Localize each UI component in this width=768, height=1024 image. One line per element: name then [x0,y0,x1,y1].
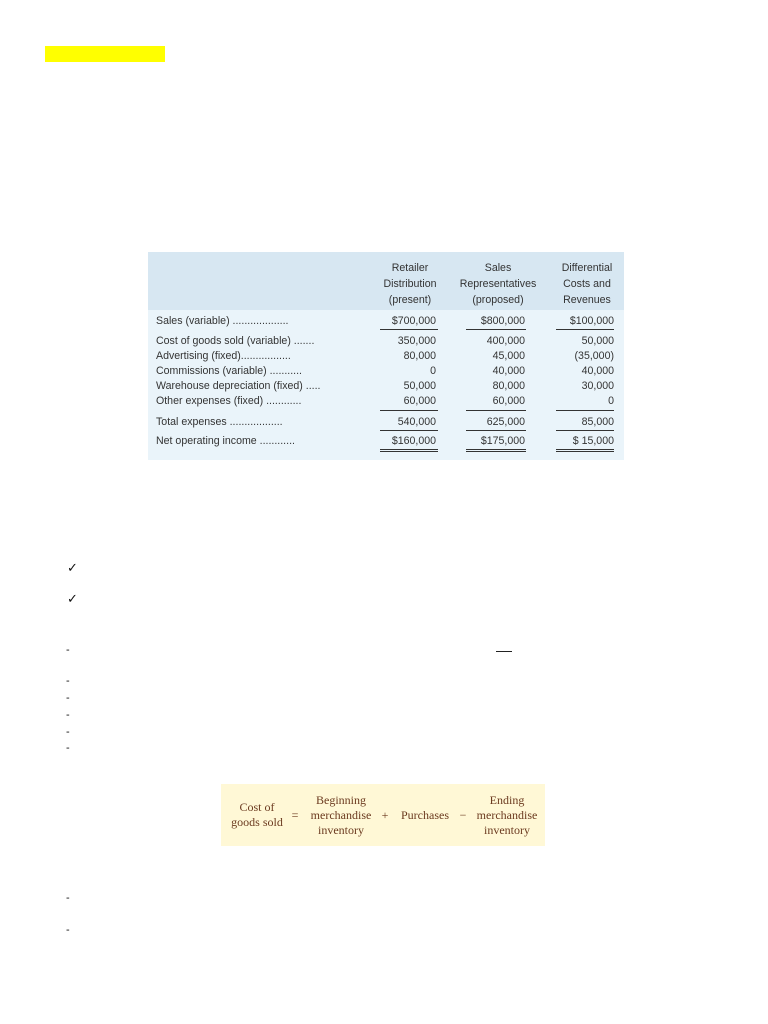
cell-sales-proposed: $800,000 [480,315,525,327]
underline-total-proposed [466,430,526,431]
formula-lhs-cost-of-goods-sold: Cost of goods sold [231,800,283,829]
cell-noi-differential: $ 15,000 [572,435,614,447]
underline-total-present [380,430,438,431]
double-underline-noi-present-1 [380,449,438,450]
cell-warehouse-differential: 30,000 [581,380,614,392]
row-label-other-expenses: Other expenses (fixed) ............ [156,395,302,407]
dash-bullet: - [66,675,70,687]
underline-total-differential [556,430,614,431]
cell-cogs-present: 350,000 [397,335,436,347]
formula-purchases: Purchases [401,808,449,822]
cell-sales-differential: $100,000 [569,315,614,327]
dash-bullet: - [66,644,70,656]
cell-noi-present: $160,000 [391,435,436,447]
double-underline-noi-differential-1 [556,449,614,450]
cell-commissions-present: 0 [430,365,436,377]
row-label-total-expenses: Total expenses .................. [156,416,283,428]
dash-bullet: - [66,924,70,936]
financial-comparison-table [148,252,624,460]
underline-sales-present [380,329,438,330]
double-underline-noi-proposed-2 [466,451,526,452]
double-underline-noi-differential-2 [556,451,614,452]
dash-bullet: - [66,709,70,721]
cell-cogs-proposed: 400,000 [486,335,525,347]
cell-advertising-present: 80,000 [403,350,436,362]
dash-bullet: - [66,892,70,904]
double-underline-noi-proposed-1 [466,449,526,450]
cell-warehouse-present: 50,000 [403,380,436,392]
formula-beginning-inventory: Beginning merchandise inventory [310,793,372,837]
cell-sales-present: $700,000 [391,315,436,327]
checkmark-bullet: ✓ [67,591,78,606]
formula-equals-sign: = [291,808,299,822]
column-header-retailer: Retailer Distribution (present) [383,262,437,306]
underline-other-proposed [466,410,526,411]
cell-other-differential: 0 [608,395,614,407]
row-label-advertising: Advertising (fixed)................. [156,350,291,362]
row-label-net-operating-income: Net operating income ............ [156,435,295,447]
cell-total-proposed: 625,000 [486,416,525,428]
cell-commissions-differential: 40,000 [581,365,614,377]
column-header-sales-reps: Sales Representatives (proposed) [459,262,537,306]
cell-other-proposed: 60,000 [492,395,525,407]
formula-minus-sign: − [459,808,467,822]
cell-warehouse-proposed: 80,000 [492,380,525,392]
underline-other-present [380,410,438,411]
column-header-differential: Differential Costs and Revenues [561,262,613,306]
double-underline-noi-present-2 [380,451,438,452]
formula-plus-sign: + [381,808,389,822]
cell-advertising-proposed: 45,000 [492,350,525,362]
short-horizontal-rule [496,651,512,652]
yellow-highlight-bar [45,46,165,62]
cell-advertising-differential: (35,000) [574,350,614,362]
cell-other-present: 60,000 [403,395,436,407]
cell-cogs-differential: 50,000 [581,335,614,347]
checkmark-bullet: ✓ [67,560,78,575]
row-label-cogs: Cost of goods sold (variable) ....... [156,335,315,347]
row-label-sales: Sales (variable) ................... [156,315,289,327]
dash-bullet: - [66,726,70,738]
cell-total-present: 540,000 [397,416,436,428]
row-label-warehouse-depreciation: Warehouse depreciation (fixed) ..... [156,380,321,392]
formula-ending-inventory: Ending merchandise inventory [476,793,538,837]
underline-sales-differential [556,329,614,330]
underline-sales-proposed [466,329,526,330]
row-label-commissions: Commissions (variable) ........... [156,365,302,377]
cell-noi-proposed: $175,000 [480,435,525,447]
cell-commissions-proposed: 40,000 [492,365,525,377]
cell-total-differential: 85,000 [581,416,614,428]
cogs-formula-box [221,784,545,846]
dash-bullet: - [66,692,70,704]
underline-other-differential [556,410,614,411]
dash-bullet: - [66,742,70,754]
